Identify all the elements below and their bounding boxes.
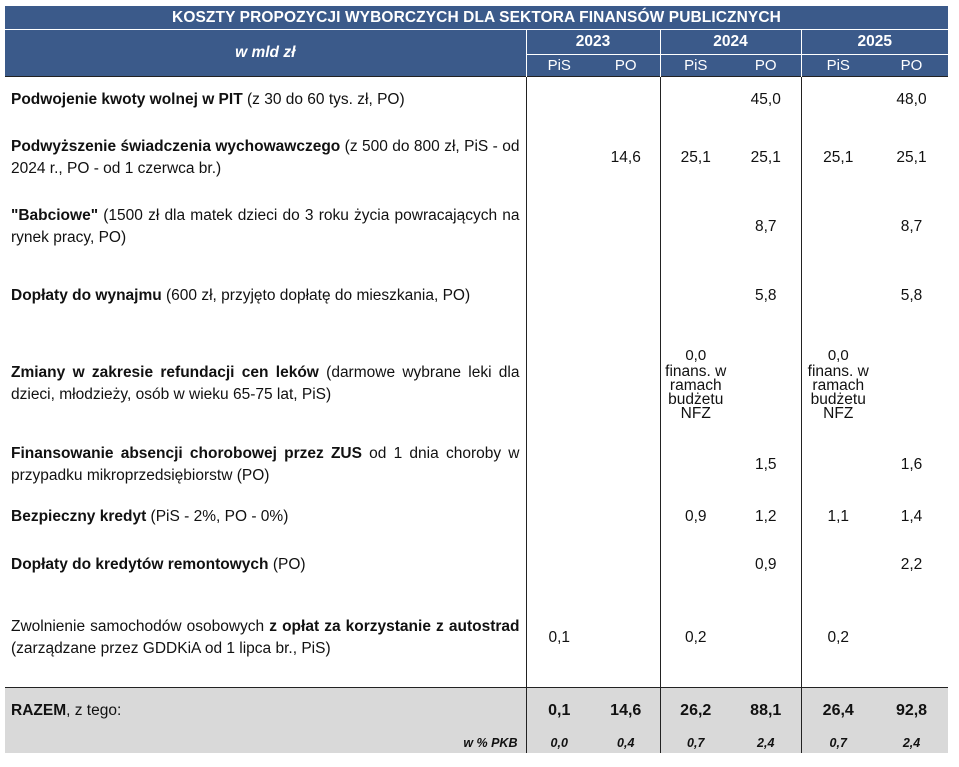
value-po-2023 — [592, 331, 660, 437]
value-po-2023 — [592, 541, 660, 590]
value-pis-2023 — [526, 493, 592, 541]
total-label: RAZEM, z tego: — [5, 688, 526, 734]
pct-value-po-2024: 2,4 — [731, 734, 801, 753]
value-pis-2024: 0,9 — [684, 507, 707, 525]
table-title: KOSZTY PROPOZYCJI WYBORCZYCH DLA SEKTORA FINANSÓW PUBLICZNYCH — [5, 6, 948, 30]
party-header-po-2024: PO — [731, 55, 801, 77]
pct-gdp-label: w % PKB — [5, 734, 526, 753]
table-row — [5, 77, 948, 123]
value-po-2024: 1,2 — [731, 493, 801, 541]
row-description: Podwyższenie świadczenia wychowawczego (z 500 do 800 zł, PiS - od 2024 r., PO - od 1 czerwca br.) — [5, 123, 526, 193]
nfz-note: finans. w ramach budżetu NFZ — [665, 362, 727, 422]
value-po-2023 — [592, 262, 660, 331]
row-description: Finansowanie absencji chorobowej przez ZUS od 1 dnia choroby w przypadku mikroprzedsiębiorstw (PO) — [5, 437, 526, 493]
value-pis-2024 — [660, 541, 731, 590]
value-pis-2023 — [526, 123, 592, 193]
value-pis-2024: 25,1 — [680, 148, 711, 166]
value-po-2025 — [875, 590, 948, 688]
value-po-2024 — [731, 331, 801, 437]
total-value-pis-2024: 26,2 — [660, 688, 731, 734]
table-body — [5, 77, 948, 688]
value-po-2023 — [592, 193, 660, 262]
value-pis-2024: 0,0 finans. w ramach budżetu NFZ — [665, 346, 727, 422]
value-po-2025: 5,8 — [900, 287, 923, 304]
value-po-2025: 25,1 — [896, 148, 927, 166]
table-row — [5, 541, 948, 590]
party-header-pis-2025: PiS — [826, 57, 850, 74]
value-pis-2023 — [526, 331, 592, 437]
row-description: Podwojenie kwoty wolnej w PIT (z 30 do 60 tys. zł, PO) — [5, 77, 526, 123]
value-po-2025: 48,0 — [875, 77, 948, 123]
value-pis-2023 — [526, 541, 592, 590]
table-row — [5, 590, 948, 688]
row-description: Zmiany w zakresie refundacji cen leków (darmowe wybrane leki dla dzieci, młodzieży, osób w wieku 65-75 lat, PiS) — [5, 331, 526, 437]
value-pis-2024: 0,2 — [684, 629, 707, 647]
value-pis-2024 — [660, 193, 731, 262]
value-pis-2025 — [801, 262, 875, 331]
pct-value-pis-2025: 0,7 — [801, 734, 875, 753]
party-header-po-2023: PO — [592, 55, 660, 77]
cost-table — [5, 6, 948, 753]
value-po-2024: 5,8 — [731, 262, 801, 331]
pct-value-po-2023: 0,4 — [592, 734, 660, 753]
value-po-2024: 25,1 — [731, 123, 801, 193]
value-po-2025: 2,2 — [900, 556, 923, 573]
value-pis-2025 — [801, 77, 875, 123]
year-header-2024: 2024 — [660, 30, 801, 55]
total-value-pis-2025: 26,4 — [801, 688, 875, 734]
value-pis-2024 — [660, 77, 731, 123]
value-po-2023 — [592, 77, 660, 123]
value-po-2023 — [592, 437, 660, 493]
value-pis-2025: 0,0 finans. w ramach budżetu NFZ — [807, 346, 869, 422]
value-pis-2025 — [801, 437, 875, 493]
unit-label: w mld zł — [5, 30, 526, 77]
table-row — [5, 331, 948, 437]
value-pis-2023: 0,1 — [548, 629, 571, 647]
value-pis-2023 — [526, 262, 592, 331]
value-po-2025: 8,7 — [900, 218, 923, 235]
value-pis-2023 — [526, 437, 592, 493]
value-pis-2025: 1,1 — [827, 507, 850, 525]
table-row — [5, 193, 948, 262]
row-description: Bezpieczny kredyt (PiS - 2%, PO - 0%) — [5, 493, 526, 541]
value-pis-2023 — [526, 193, 592, 262]
total-value-po-2024: 88,1 — [731, 688, 801, 734]
value-pis-2023 — [526, 77, 592, 123]
value-po-2024: 0,9 — [731, 541, 801, 590]
total-value-po-2023: 14,6 — [592, 688, 660, 734]
table-row — [5, 437, 948, 493]
value-po-2024: 8,7 — [731, 193, 801, 262]
value-pis-2025 — [801, 193, 875, 262]
value-po-2024 — [731, 590, 801, 688]
year-header-2025: 2025 — [801, 30, 948, 55]
value-pis-2024 — [660, 437, 731, 493]
value-po-2024: 1,5 — [731, 437, 801, 493]
value-po-2023 — [592, 590, 660, 688]
row-description: "Babciowe" (1500 zł dla matek dzieci do 3 roku życia powracających na rynek pracy, PO) — [5, 193, 526, 262]
value-po-2025: 1,4 — [900, 507, 923, 525]
value-pis-2025: 0,2 — [827, 629, 850, 647]
value-pis-2025: 25,1 — [823, 148, 854, 166]
total-value-po-2025: 92,8 — [875, 688, 948, 734]
row-description: Dopłaty do wynajmu (600 zł, przyjęto dopłatę do mieszkania, PO) — [5, 262, 526, 331]
value-pis-2024 — [660, 262, 731, 331]
row-description: Dopłaty do kredytów remontowych (PO) — [5, 541, 526, 590]
table-row — [5, 262, 948, 331]
value-po-2025 — [875, 331, 948, 437]
party-header-pis-2024: PiS — [684, 57, 708, 74]
value-po-2023: 14,6 — [592, 123, 660, 193]
value-po-2024: 45,0 — [731, 77, 801, 123]
value-po-2023 — [592, 493, 660, 541]
total-value-pis-2023: 0,1 — [526, 688, 592, 734]
pct-value-po-2025: 2,4 — [875, 734, 948, 753]
pct-value-pis-2024: 0,7 — [660, 734, 731, 753]
row-description: Zwolnienie samochodów osobowych z opłat za korzystanie z autostrad (zarządzane przez GDDKiA od 1 lipca br., PiS) — [5, 590, 526, 688]
nfz-note: finans. w ramach budżetu NFZ — [807, 362, 869, 422]
table-row — [5, 123, 948, 193]
table-row — [5, 493, 948, 541]
party-header-pis-2023: PiS — [547, 57, 571, 74]
party-header-po-2025: PO — [900, 57, 923, 74]
value-po-2025: 1,6 — [900, 455, 923, 473]
pct-value-pis-2023: 0,0 — [526, 734, 592, 753]
value-pis-2025 — [801, 541, 875, 590]
year-header-2023: 2023 — [526, 30, 660, 55]
